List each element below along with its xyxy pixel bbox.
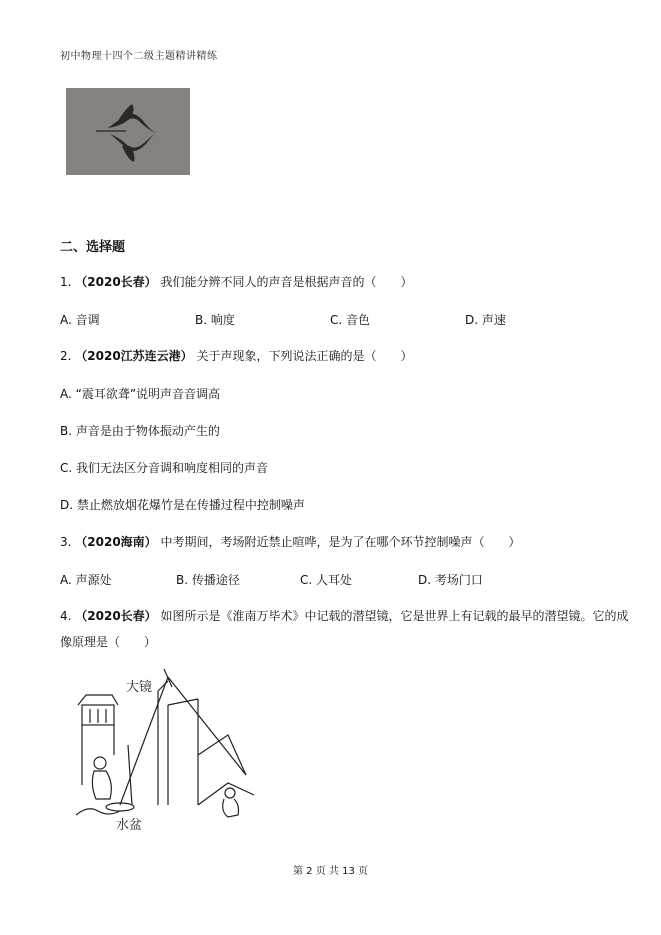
q1-option-d[interactable]: D. 声速 (465, 313, 506, 327)
question-source: （2020长春） (75, 609, 157, 623)
page-header: 初中物理十四个二级主题精讲精练 (60, 51, 218, 62)
question-stem: 我们能分辨不同人的声音是根据声音的（ ） (160, 275, 413, 289)
q3-option-b[interactable]: B. 传播途径 (176, 573, 240, 587)
question-2 (60, 346, 413, 366)
question-number: 2. (60, 349, 72, 363)
question-stem-line-1: 如图所示是《淮南万毕术》中记载的潜望镜，它是世界上有记载的最早的潜望镜。它的成 (160, 609, 629, 623)
question-stem: 中考期间，考场附近禁止喧哗，是为了在哪个环节控制噪声（ ） (160, 535, 521, 549)
question-source: （2020江苏连云港） (75, 349, 193, 363)
q2-option-d[interactable]: D. 禁止燃放烟花爆竹是在传播过程中控制噪声 (60, 498, 305, 512)
q1-option-b[interactable]: B. 响度 (195, 313, 235, 327)
periscope-drawing (68, 665, 254, 835)
question-number: 1. (60, 275, 72, 289)
birds-photo-graphic (66, 88, 190, 175)
question-number: 4. (60, 609, 72, 623)
q3-option-c[interactable]: C. 人耳处 (300, 573, 353, 587)
question-3 (60, 532, 521, 552)
question-number: 3. (60, 535, 72, 549)
periscope-illustration (68, 665, 254, 835)
page-footer: 第 2 页 共 13 页 (293, 866, 368, 877)
section-title: 二、选择题 (60, 240, 126, 255)
q1-option-a[interactable]: A. 音调 (60, 313, 100, 327)
q2-option-a[interactable]: A. “震耳欲聋”说明声音音调高 (60, 387, 221, 401)
question-4 (60, 606, 629, 626)
q3-option-a[interactable]: A. 声源处 (60, 573, 112, 587)
question-4-continued: 像原理是（ ） (60, 635, 157, 649)
question-stem: 关于声现象，下列说法正确的是（ ） (196, 349, 413, 363)
question-source: （2020长春） (75, 275, 157, 289)
birds-photo (66, 88, 190, 175)
label-basin: 水盆 (116, 818, 143, 833)
question-source: （2020海南） (75, 535, 157, 549)
q3-option-d[interactable]: D. 考场门口 (418, 573, 483, 587)
label-mirror: 大镜 (126, 680, 153, 695)
q2-option-c[interactable]: C. 我们无法区分音调和响度相同的声音 (60, 461, 269, 475)
q2-option-b[interactable]: B. 声音是由于物体振动产生的 (60, 424, 220, 438)
question-1 (60, 272, 413, 292)
q1-option-c[interactable]: C. 音色 (330, 313, 371, 327)
